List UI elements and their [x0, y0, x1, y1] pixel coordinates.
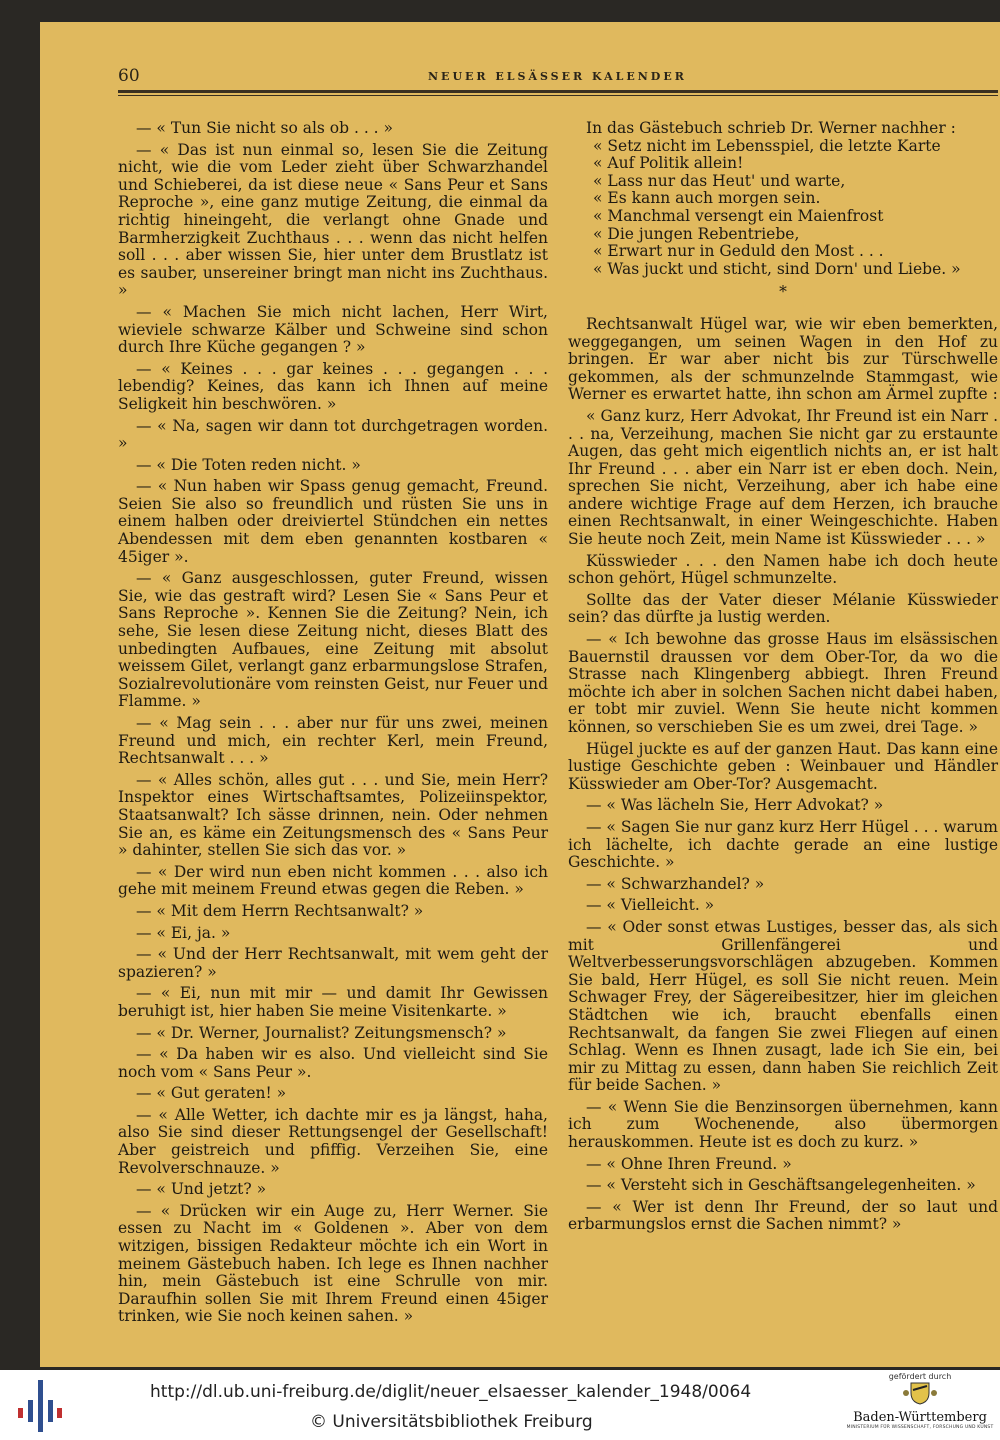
paragraph: — « Die Toten reden nicht. » [136, 455, 361, 474]
left-column [118, 120, 548, 1326]
library-logo-icon [17, 1378, 63, 1434]
paragraph: — « Ohne Ihren Freund. » [586, 1154, 792, 1173]
verse-line: « Manchmal versengt ein Maienfrost [593, 206, 884, 225]
guestbook-intro: In das Gästebuch schrieb Dr. Werner nachher : [586, 119, 956, 137]
paragraph: — « Versteht sich in Geschäftsangelegenheiten. » [586, 1176, 976, 1195]
coat-of-arms-icon [903, 1381, 937, 1405]
paragraph: — « Da haben wir es also. Und vielleicht sind Sie noch vom « Sans Peur ». [118, 1045, 548, 1081]
paragraph: — « Machen Sie mich nicht lachen, Herr Wirt, wieviele schwarze Kälber und Schweine sind schon durch Ihre Küche gegangen ? » [118, 302, 548, 357]
guestbook-verse [568, 138, 998, 279]
sponsor-ministry: MINISTERIUM FÜR WISSENSCHAFT, FORSCHUNG UND KUNST [846, 1425, 994, 1430]
paragraph: — « Wer ist denn Ihr Freund, der so laut und erbarmungslos ernst die Sachen nimmt? » [568, 1197, 998, 1234]
sponsor-block [845, 1372, 995, 1438]
footer-bar [0, 1370, 1000, 1440]
paragraph: — « Mit dem Herrn Rechtsanwalt? » [136, 901, 424, 920]
paragraph: — « Na, sagen wir dann tot durchgetragen worden. » [118, 416, 548, 453]
verse-line: « Die jungen Rebentriebe, [593, 224, 800, 243]
paragraph: Sollte das der Vater dieser Mélanie Küsswieder sein? das dürfte ja lustig werden. [568, 590, 998, 627]
paragraph: — « Keines . . . gar keines . . . gegangen . . . lebendig? Keines, das kann ich Ihnen auf meine Seligkeit hin beschwören. » [118, 359, 548, 413]
verse-line: « Lass nur das Heut' und warte, [593, 171, 846, 190]
paragraph: Rechtsanwalt Hügel war, wie wir eben bemerkten, weggegangen, um seinen Wagen in den Hof zu bringen. Er war aber nicht bis zur Türschwelle gekommen, als der schmunzelnde Stammgast, wie Werner es erwartet hatte, ihn schon am Ärmel zupfte : [568, 314, 998, 404]
header-rule-thin [118, 95, 998, 96]
right-column [568, 120, 998, 1234]
paragraph: — « Gut geraten! » [136, 1084, 287, 1103]
running-title: NEUER ELSÄSSER KALENDER [428, 70, 687, 83]
paragraph: — « Der wird nun eben nicht kommen . . . also ich gehe mit meinem Freund etwas gegen die Reben. » [118, 862, 548, 899]
sponsor-label: gefördert durch [888, 1372, 952, 1381]
verse-line: « Erwart nur in Geduld den Most . . . [593, 242, 884, 261]
paragraph: — « Wenn Sie die Benzinsorgen übernehmen, kann ich zum Wochenende, also übermorgen herauskommen. Heute ist es doch zu kurz. » [568, 1097, 998, 1152]
page-number: 60 [118, 66, 140, 86]
verse-line: « Auf Politik allein! [593, 154, 744, 173]
paragraph: — « Oder sonst etwas Lustiges, besser das, als sich mit Grillenfängerei und Weltverbesserungsvorschlägen abzugeben. Kommen Sie bald, Herr Hügel, es soll Sie nicht reuen. Mein Schwager Frey, der Sägereibesitzer, hier im gleichen Städtchen wie ich, braucht ebenfalls einen Rechtsanwalt, da fangen Sie zwei Fliegen auf einen Schlag. Wenn es Ihnen zusagt, lade ich Sie ein, bei mir zu Mittag zu essen, dann haben Sie reichlich Zeit für beide Sachen. » [568, 917, 998, 1095]
sponsor-name: Baden-Württemberg [853, 1410, 987, 1425]
paragraph: — « Alle Wetter, ich dachte mir es ja längst, haha, also Sie sind dieser Rettungsengel der Gesellschaft! Aber geistreich und pfiffig. Verzeihen Sie, eine Revolverschnauze. » [118, 1105, 548, 1177]
paragraph: — « Schwarzhandel? » [586, 874, 765, 893]
header-rule-thick [118, 90, 998, 93]
paragraph: Küsswieder . . . den Namen habe ich doch heute schon gehört, Hügel schmunzelte. [568, 551, 998, 588]
section-separator: * [779, 283, 787, 302]
paragraph: « Ganz kurz, Herr Advokat, Ihr Freund ist ein Narr . . . na, Verzeihung, machen Sie nicht gar zu erstaunte Augen, das geht mich eigentlich nichts an, er ist halt Ihr Freund . . . aber ein Narr ist er eben doch. Nein, sprechen Sie nicht, Verzeihung, aber ich habe eine andere wichtige Frage auf dem Herzen, ich brauche einen Rechtsanwalt, in einer Weingeschichte. Haben Sie heute noch Zeit, mein Name ist Küsswieder . . . » [568, 406, 998, 549]
paragraph: — « Das ist nun einmal so, lesen Sie die Zeitung nicht, wie die vom Leder zieht über Schwarzhandel und Schieberei, da ist diese neue « Sans Peur et Sans Reproche », eine ganz mutige Zeitung, die einmal da richtig hineingeht, die verlangt ohne Gnade und Barmherzigkeit Zuchthaus . . . wenn das nicht helfen soll . . . aber wissen Sie, hier unter dem Brustlatz ist es sauber, unsereiner bringt man nicht ins Zuchthaus. » [118, 140, 548, 300]
paragraph: — « Drücken wir ein Auge zu, Herr Werner. Sie essen zu Nacht im « Goldenen ». Aber von dem witzigen, bissigen Redakteur möchte ich ein Wort in meinem Gästebuch haben. Ich lege es Ihnen nachher hin, mein Gästebuch ist eine Schrulle von mir. Daraufhin sollen Sie mit Ihrem Freund einen 45iger trinken, wie Sie noch keinen sahen. » [118, 1201, 548, 1326]
copyright-text: © Universitätsbibliothek Freiburg [310, 1412, 593, 1432]
paragraph: — « Mag sein . . . aber nur für uns zwei, meinen Freund und mich, ein rechter Kerl, mein Freund, Rechtsanwalt . . . » [118, 714, 548, 768]
paragraph: — « Und der Herr Rechtsanwalt, mit wem geht der spazieren? » [118, 945, 548, 981]
paragraph: — « Ei, nun mit mir — und damit Ihr Gewissen beruhigt ist, hier haben Sie meine Visitenkarte. » [118, 984, 548, 1020]
paragraph: — « Sagen Sie nur ganz kurz Herr Hügel . . . warum ich lächelte, ich dachte gerade an eine lustige Geschichte. » [568, 817, 998, 872]
paragraph: — « Ganz ausgeschlossen, guter Freund, wissen Sie, wie das gestraft wird? Lesen Sie « Sans Peur et Sans Reproche ». Kennen Sie die Zeitung? Nein, ich sehe, Sie lesen diese Zeitung nicht, dieses Blatt des unbedingten Aufbaues, eine Zeitung mit absolut weissem Gilet, verlangt ganz erbarmungslose Strafen, Sozialrevolutionäre vom reinsten Geist, nur Feuer und Flamme. » [118, 569, 548, 711]
right-paragraphs [568, 316, 998, 1234]
scanned-page [40, 22, 1000, 1367]
paragraph: — « Vielleicht. » [586, 896, 715, 915]
paragraph: — « Alles schön, alles gut . . . und Sie, mein Herr? Inspektor eines Wirtschaftsamtes, Polizeiinspektor, Staatsanwalt? Ich sässe drinnen, nein. Oder nehmen Sie an, es käme ein Zeitungsmensch des « Sans Peur » dahinter, stellen Sie sich das vor. » [118, 770, 548, 860]
paragraph: — « Ich bewohne das grosse Haus im elsässischen Bauernstil draussen vor dem Ober-Tor, da wo die Strasse nach Klingenberg abbiegt. Ihren Freund möchte ich aber in solchen Sachen nicht dabei haben, er tobt mir zuviel. Wenn Sie heute nicht kommen können, so verschieben Sie es um zwei, drei Tage. » [568, 630, 998, 736]
paragraph: Hügel juckte es auf der ganzen Haut. Das kann eine lustige Geschichte geben : Weinbauer und Händler Küsswieder am Ober-Tor? Ausgemacht. [568, 739, 998, 793]
paragraph: — « Nun haben wir Spass genug gemacht, Freund. Seien Sie also so freundlich und rüsten Sie uns in einem halben oder dreiviertel Stündchen ein nettes Abendessen mit dem eben genannten kostbaren « 45iger ». [118, 477, 548, 566]
paragraph: — « Dr. Werner, Journalist? Zeitungsmensch? » [136, 1023, 507, 1042]
paragraph: — « Ei, ja. » [136, 923, 231, 942]
verse-line: « Es kann auch morgen sein. [593, 189, 821, 208]
source-url-link[interactable]: http://dl.ub.uni-freiburg.de/diglit/neuer_elsaesser_kalender_1948/0064 [150, 1382, 752, 1402]
verse-line: « Setz nicht im Lebensspiel, die letzte Karte [593, 136, 941, 155]
paragraph: — « Und jetzt? » [136, 1180, 267, 1199]
verse-line: « Was juckt und sticht, sind Dorn' und Liebe. » [593, 259, 961, 278]
paragraph: — « Tun Sie nicht so als ob . . . » [136, 119, 394, 137]
paragraph: — « Was lächeln Sie, Herr Advokat? » [586, 796, 884, 815]
